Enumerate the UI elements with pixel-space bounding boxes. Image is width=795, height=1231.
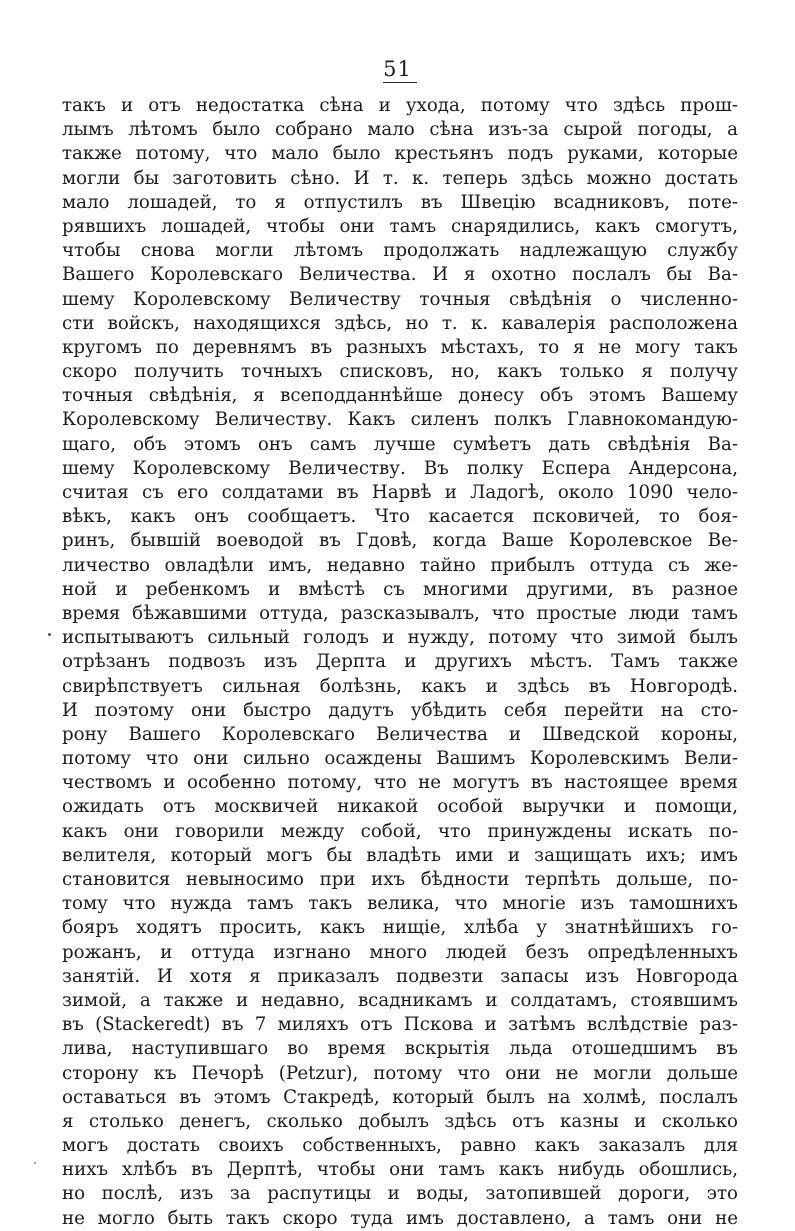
text-line: сторону къ Печорѣ (Petzur), потому что они не могли дольше <box>62 1062 738 1084</box>
text-line: шему Королевскому Величеству точныя свѣдѣнія о численно- <box>62 288 738 310</box>
text-line: но послѣ, изъ за распутицы и воды, затопившей дороги, это <box>62 1183 738 1205</box>
text-line: тому что нужда тамъ такъ велика, что многіе изъ тамошнихъ <box>62 893 738 915</box>
text-line: щаго, объ этомъ онъ самъ лучше сумѣетъ дать свѣдѣнія Ва- <box>62 433 738 455</box>
text-line: нихъ хлѣбъ въ Дерптѣ, чтобы они тамъ какъ нибудь обошлись, <box>62 1159 738 1181</box>
text-line: ной и ребенкомъ и вмѣстѣ съ многими другими, въ разное <box>62 578 738 600</box>
text-line: мало лошадей, то я отпустилъ въ Швецію всадниковъ, поте- <box>62 191 738 213</box>
text-line: рявшихъ лошадей, чтобы они тамъ снарядились, какъ смогутъ, <box>62 215 738 237</box>
paper-speck <box>34 1162 36 1164</box>
text-line: чествомъ и особенно потому, что не могутъ въ настоящее время <box>62 772 738 794</box>
text-line: отрѣзанъ подвозъ изъ Дерпта и другихъ мѣстъ. Тамъ также <box>62 651 738 673</box>
text-line: бояръ ходятъ просить, какъ нищіе, хлѣба у знатнѣйшихъ го- <box>62 917 738 939</box>
text-line: Вашего Королевскаго Величества. И я охотно послалъ бы Ва- <box>62 264 738 286</box>
text-line: становится невыносимо при ихъ бѣдности терпѣть дольше, по- <box>62 869 738 890</box>
text-line: я столько денегъ, сколько добылъ здѣсь отъ казны и сколько <box>62 1110 738 1132</box>
text-line: И поэтому они быстро дадутъ убѣдить себя перейти на сто- <box>62 699 738 721</box>
text-line: вѣкъ, какъ онъ сообщаетъ. Что касается псковичей, то боя- <box>62 506 738 528</box>
text-line: зимой, а также и недавно, всадникамъ и солдатамъ, стоявшимъ <box>62 989 738 1011</box>
text-line: занятій. И хотя я приказалъ подвезти запасы изъ Новгорода <box>62 965 738 987</box>
text-line: лива, наступившаго во время вскрытія льда отошедшимъ въ <box>62 1038 738 1060</box>
text-line: такъ и отъ недостатка сѣна и ухода, потому что здѣсь прош- <box>62 95 738 116</box>
text-line: точныя свѣдѣнія, я всеподданнѣйше донесу объ этомъ Вашему <box>62 385 738 407</box>
text-line: велителя, который могъ бы владѣть ими и защищать ихъ; имъ <box>62 844 738 866</box>
text-line: также потому, что мало было крестьянъ подъ руками, которые <box>62 143 738 165</box>
text-line: рожанъ, и оттуда изгнано много людей безъ опредѣленныхъ <box>62 941 738 963</box>
text-line: оставаться въ этомъ Стакредѣ, который былъ на холмѣ, послалъ <box>62 1086 738 1108</box>
text-line: какъ они говорили между собой, что принуждены искать по- <box>62 820 738 842</box>
text-line: кругомъ по деревнямъ въ разныхъ мѣстахъ, то я не могу такъ <box>62 336 738 358</box>
text-line: сти войскъ, находящихся здѣсь, но т. к. кавалерія расположена <box>62 312 738 334</box>
page-number-underline <box>383 82 417 83</box>
text-line: шему Королевскому Величеству. Въ полку Еспера Андерсона, <box>62 457 738 479</box>
text-line: считая съ его солдатами въ Нарвѣ и Ладогѣ, около 1090 чело- <box>62 482 738 503</box>
text-line: испытываютъ сильный голодъ и нужду, потому что зимой былъ <box>62 627 738 649</box>
text-line: лымъ лѣтомъ было собрано мало сѣна изъ-за сырой погоды, а <box>62 119 738 141</box>
text-line: рону Вашего Королевскаго Величества и Шведской короны, <box>62 723 738 745</box>
text-line: могли бы заготовить сѣно. И т. к. теперь здѣсь можно достать <box>62 167 738 189</box>
text-line: время бѣжавшими оттуда, разсказывалъ, что простые люди тамъ <box>62 602 738 624</box>
text-line: потому что они сильно осаждены Вашимъ Королевскимъ Вели- <box>62 748 738 770</box>
text-line: ожидать отъ москвичей никакой особой выручки и помощи, <box>62 796 738 818</box>
text-line: чтобы снова могли лѣтомъ продолжать надлежащую службу <box>62 240 738 262</box>
text-line: въ (Stackeredt) въ 7 миляхъ отъ Пскова и затѣмъ вслѣдствіе раз- <box>62 1014 738 1036</box>
text-line: Королевскому Величеству. Какъ силенъ полкъ Главнокомандую- <box>62 409 738 431</box>
text-line: скоро получить точныхъ списковъ, но, какъ только я получу <box>62 361 738 383</box>
text-line: могъ достать своихъ собственныхъ, равно какъ заказалъ для <box>62 1135 738 1157</box>
margin-mark <box>48 633 51 636</box>
text-line: личество овладѣли имъ, недавно тайно прибылъ оттуда съ же- <box>62 554 738 576</box>
page-number: 51 <box>383 57 412 81</box>
text-line: ринъ, бывшій воеводой въ Гдовѣ, когда Ваше Королевское Ве- <box>62 530 738 552</box>
text-line: не могло быть такъ скоро туда имъ доставлено, а тамъ они не <box>62 1207 738 1229</box>
text-line: свирѣпствуетъ сильная болѣзнь, какъ и здѣсь въ Новгородѣ. <box>62 675 738 697</box>
body-text <box>62 94 738 1231</box>
